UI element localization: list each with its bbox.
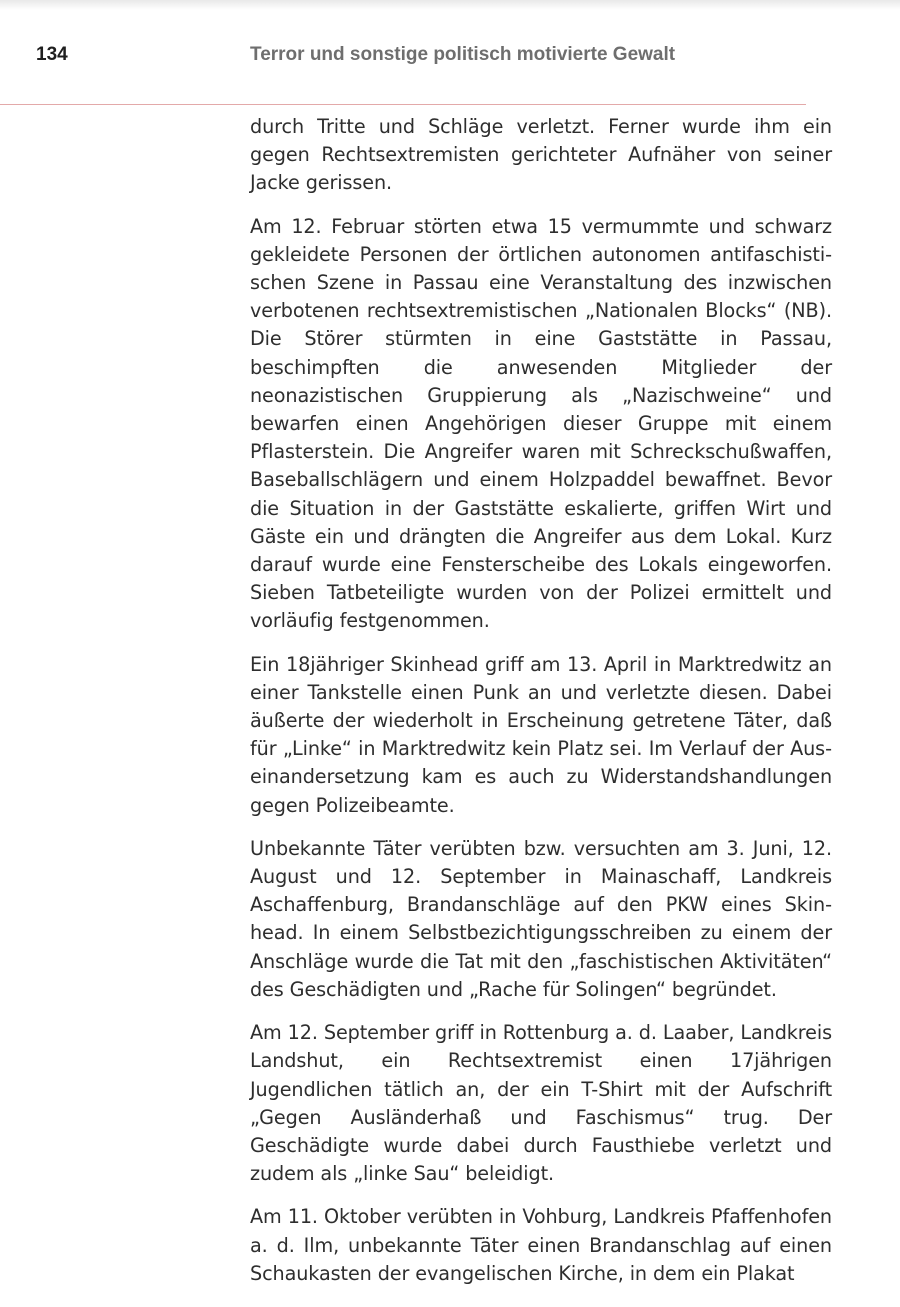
body-text: [250, 113, 832, 1303]
paragraph-passau: Am 12. Februar störten etwa 15 vermummte und schwarz gekleidete Personen der örtlichen autonomen antifaschistischen Szene in Passau eine Veranstaltung des inzwischen verbotenen rechtsextremistischen „Nationalen Blocks“ (NB). Die Störer stürmten in eine Gaststätte in Passau, beschimpften die anwesenden Mitglieder der neonazistischen Gruppierung als „Nazischweine“ und bewarfen einen Angehörigen dieser Gruppe mit einem Pflasterstein. Die Angreifer waren mit Schreckschußwaffen, Baseballschlägern und einem Holzpaddel bewaffnet. Bevor die Situation in der Gaststätte eskalierte, griffen Wirt und Gäste ein und drängten die Angreifer aus dem Lokal. Kurz darauf wurde eine Fensterscheibe des Lokals eingeworfen. Sieben Tatbeteiligte wurden von der Polizei ermittelt und vorläufig festgenommen.: [250, 214, 832, 633]
header-rule: [0, 104, 806, 105]
paragraph-marktredwitz: Ein 18jähriger Skinhead griff am 13. April in Marktredwitz an einer Tankstelle einen Punk an und verletzte diesen. Dabei äußerte der wiederholt in Erscheinung getretene Täter, daß für „Linke“ in Marktredwitz kein Platz sei. Im Verlauf der Auseinandersetzung kam es auch zu Widerstandshandlungen gegen Polizeibeamte.: [250, 652, 832, 817]
page-header: [0, 30, 900, 80]
running-title: Terror und sonstige politisch motivierte Gewalt: [250, 44, 676, 65]
scan-edge-shadow: [0, 0, 900, 10]
paragraph-rottenburg: Am 12. September griff in Rottenburg a. d. Laaber, Landkreis Landshut, ein Rechtsextremist einen 17jährigen Jugendlichen tätlich an, der ein T-Shirt mit der Aufschrift „Gegen Ausländerhaß und Faschismus“ trug. Der Geschädigte wurde dabei durch Fausthiebe verletzt und zudem als „linke Sau“ beleidigt.: [250, 1021, 832, 1186]
paragraph-vohburg: Am 11. Oktober verübten in Vohburg, Landkreis Pfaffenhofen a. d. Ilm, unbekannte Täter einen Brandanschlag auf einen Schaukasten der evangelischen Kirche, in dem ein Plakat: [250, 1205, 832, 1285]
paragraph-mainaschaff: Unbekannte Täter verübten bzw. versuchten am 3. Juni, 12. August und 12. September in Mainaschaff, Landkreis Aschaffenburg, Brandanschläge auf den PKW eines Skinhead. In einem Selbstbezichtigungsschreiben zu einem der Anschläge wurde die Tat mit den „faschistischen Aktivitäten“ des Geschädigten und „Rache für Solingen“ begründet.: [250, 836, 832, 1001]
page-number: 134: [36, 44, 68, 65]
paragraph-continuation: durch Tritte und Schläge verletzt. Ferner wurde ihm ein gegen Rechtsextremisten gerichteter Aufnäher von seiner Jacke gerissen.: [250, 115, 832, 195]
